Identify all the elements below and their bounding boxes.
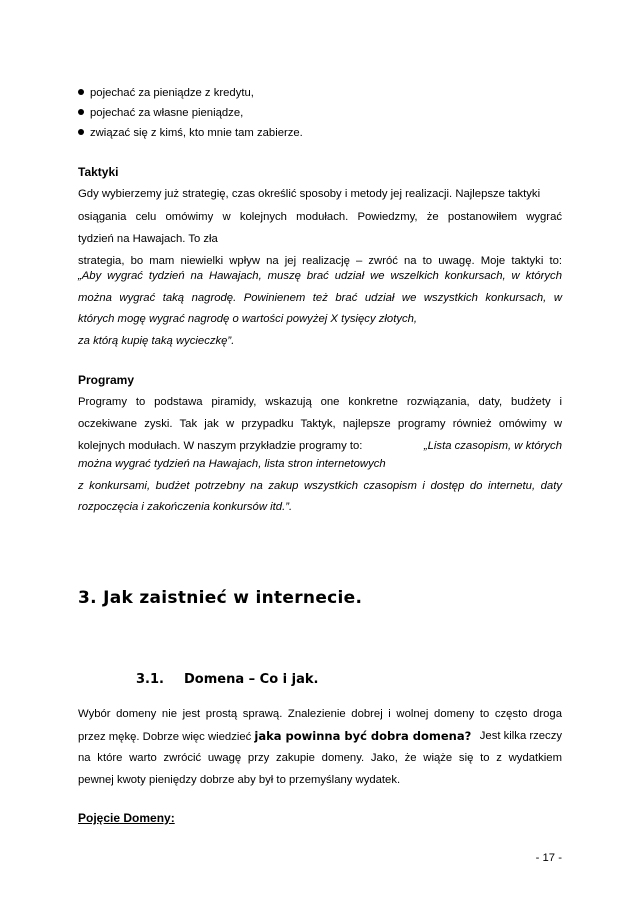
- bullet-item: [78, 105, 243, 121]
- quote-line: „Aby wygrać tydzień na Hawajach, muszę brać udział we wszelkich konkursach, w których: [78, 270, 562, 282]
- quote-text: „Lista czasopism, w których: [423, 440, 562, 452]
- bullet-item: [78, 125, 303, 141]
- taktyki-heading: Taktyki: [78, 165, 119, 179]
- paragraph-text: kolejnych modułach. W naszym przykładzie programy to:: [78, 440, 363, 452]
- bullet-icon: [78, 109, 84, 115]
- page-number: - 17 -: [535, 852, 562, 864]
- section-title: 3. Jak zaistnieć w internecie.: [78, 588, 363, 608]
- programy-heading: Programy: [78, 373, 135, 387]
- paragraph-text-part: Jest kilka rzeczy: [479, 730, 562, 742]
- paragraph-text-part: przez mękę. Dobrze więc wiedzieć: [78, 731, 255, 743]
- paragraph-line: na które warto zwrócić uwagę przy zakupie domeny. Jako, że wiąże się to z wydatkiem: [78, 752, 562, 764]
- paragraph-line: Wybór domeny nie jest prostą sprawą. Znalezienie dobrej i wolnej domeny to często droga: [78, 708, 562, 720]
- quote-line: rozpoczęcia i zakończenia konkursów itd.”.: [78, 501, 293, 513]
- subsection-number: 3.1.: [136, 672, 164, 687]
- subsection-text: Domena – Co i jak.: [184, 672, 319, 687]
- bullet-text: pojechać za pieniądze z kredytu,: [90, 87, 254, 99]
- quote-line: można wygrać tydzień na Hawajach, lista stron internetowych: [78, 458, 386, 470]
- paragraph-line: strategia, bo mam niewielki wpływ na jej realizację – zwróć na to uwagę. Moje taktyki to:: [78, 255, 562, 267]
- emphasis-text: jaka powinna być dobra domena?: [254, 729, 472, 743]
- paragraph-line: [78, 438, 562, 454]
- subsection-title: [136, 672, 318, 687]
- paragraph-line: osiągania celu omówimy w kolejnych modułach. Powiedzmy, że postanowiłem wygrać: [78, 211, 562, 223]
- quote-line: za którą kupię taką wycieczkę”.: [78, 335, 235, 347]
- bullet-icon: [78, 129, 84, 135]
- paragraph-line: Gdy wybierzemy już strategię, czas określić sposoby i metody jej realizacji. Najlepsze taktyki: [78, 188, 541, 200]
- paragraph-line: tydzień na Hawajach. To zła: [78, 233, 218, 245]
- pojecie-domeny-heading: Pojęcie Domeny:: [78, 811, 175, 825]
- paragraph-line: [78, 728, 562, 745]
- paragraph-line: Programy to podstawa piramidy, wskazują one konkretne rozwiązania, daty, budżety i: [78, 396, 562, 408]
- bullet-text: związać się z kimś, kto mnie tam zabierze.: [90, 127, 303, 139]
- paragraph-line: oczekiwane zyski. Tak jak w przypadku Taktyk, najlepsze programy również omówimy w: [78, 418, 562, 430]
- paragraph-line: pewnej kwoty pieniędzy dobrze aby był to przemyślany wydatek.: [78, 774, 401, 786]
- quote-line: z konkursami, budżet potrzebny na zakup wszystkich czasopism i dostęp do internetu, daty: [78, 480, 562, 492]
- quote-line: można wygrać taką nagrodę. Powinienem też brać udział we wszystkich konkursach, w: [78, 292, 562, 304]
- bullet-item: [78, 85, 254, 101]
- bullet-icon: [78, 89, 84, 95]
- bullet-text: pojechać za własne pieniądze,: [90, 107, 244, 119]
- quote-line: których mogę wygrać nagrodę o wartości powyżej X tysięcy złotych,: [78, 313, 418, 325]
- paragraph-text: [78, 728, 471, 745]
